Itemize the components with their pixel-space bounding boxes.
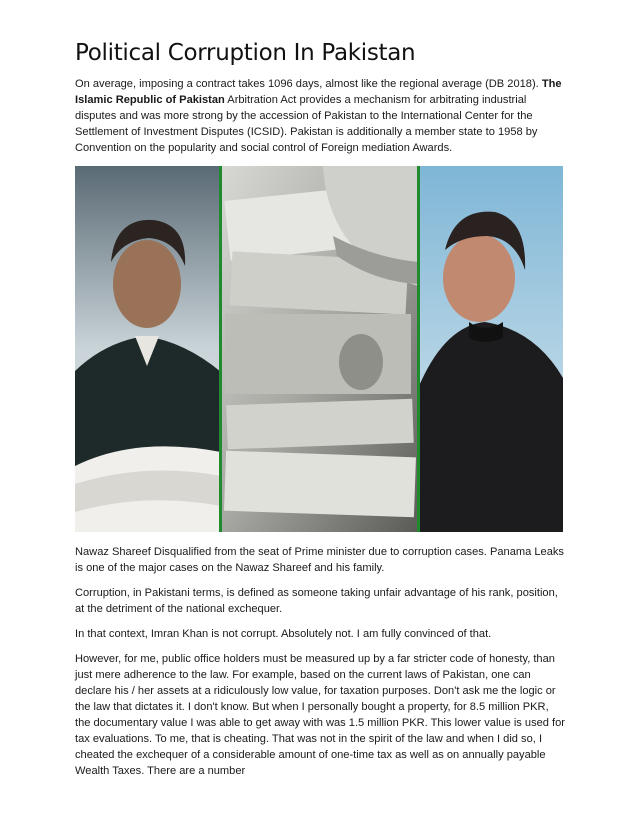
left-portrait-panel	[75, 166, 221, 532]
intro-text-start: On average, imposing a contract takes 1096 days, almost like the regional average (DB 2018).	[75, 78, 542, 90]
context-paragraph: In that context, Imran Khan is not corrupt. Absolutely not. I am fully convinced of that.	[75, 628, 492, 640]
left-divider	[219, 166, 222, 532]
photo-collage-illustration	[75, 166, 563, 532]
article	[75, 38, 565, 788]
intro-bold-text: The Islamic Republic of Pakistan	[75, 78, 562, 106]
intro-text-end: Arbitration Act provides a mechanism for arbitrating industrial disputes and was more strong by the accession of Pakistan to the International Center for the Settlement of Investment Disputes (ICSID). Pakistan is additionally a member state to 1958 by Convention on the popularity and social control of Foreign mediation Awards.	[75, 94, 538, 154]
article-photo-collage	[75, 166, 563, 532]
center-cash-panel	[221, 166, 419, 532]
caption-paragraph: Nawaz Shareef Disqualified from the seat of Prime minister due to corruption cases. Panama Leaks is one of the major cases on the Nawaz Shareef and his family.	[75, 546, 564, 574]
however-paragraph: However, for me, public office holders must be measured up by a far stricter code of honesty, than just mere adherence to the law. For example, based on the current laws of Pakistan, one can declare his / her assets at a ridiculously low value, for taxation purposes. Don't ask me the logic or the law that dictates it. I don't know. But when I personally bought a property, for 8.5 million PKR, the documentary value I was able to get away with was 1.5 million PKR. This lower value is used for tax evaluations. To me, that is cheating. That was not in the spirit of the law and when I did so, I cheated the exchequer of a considerable amount of one-time tax as well as on annually payable Wealth Taxes. There are a number	[75, 653, 566, 777]
corruption-definition-paragraph: Corruption, in Pakistani terms, is defined as someone taking unfair advantage of his rank, position, at the detriment of the national exchequer.	[75, 587, 558, 615]
right-divider	[417, 166, 420, 532]
page-title: Political Corruption In Pakistan	[75, 40, 416, 66]
intro-paragraph	[75, 76, 565, 156]
right-portrait-panel	[419, 166, 563, 532]
